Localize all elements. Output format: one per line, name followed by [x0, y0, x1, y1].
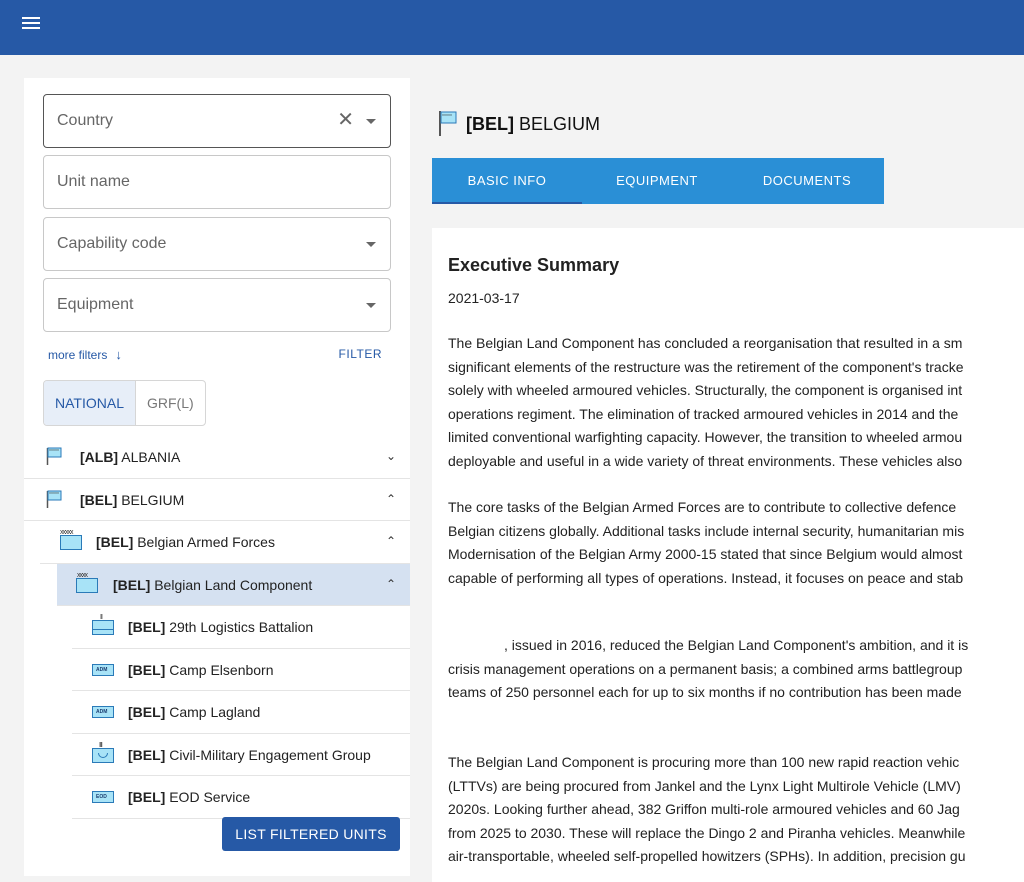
equipment-select[interactable] [43, 278, 391, 332]
toggle-national[interactable]: NATIONAL [44, 381, 136, 425]
unit-name-input[interactable] [43, 155, 391, 209]
unit-name-placeholder: Unit name [57, 173, 130, 190]
filter-button[interactable]: FILTER [338, 347, 382, 361]
unit-name: Belgian Armed Forces [137, 534, 275, 550]
country-name: ALBANIA [121, 449, 181, 465]
unit-tree [24, 436, 410, 819]
tree-item-belgian-land-component[interactable]: xxxx [BEL] Belgian Land Component ⌃ [57, 564, 410, 607]
section-heading: Executive Summary [448, 255, 620, 275]
logistics-unit-icon [92, 620, 114, 635]
unit-code: [BEL] [128, 619, 166, 635]
unit-name: Belgian Land Component [154, 576, 313, 593]
more-filters-link[interactable] [48, 347, 122, 362]
capability-code-select[interactable] [43, 217, 391, 271]
country-code: [BEL] [80, 491, 118, 508]
caret-down-icon[interactable] [366, 119, 376, 124]
title-code: [BEL] [466, 114, 514, 134]
tree-item-civil-military-engagement-group[interactable]: III [BEL] Civil-Military Engagement Group [72, 734, 410, 777]
scope-toggle [43, 380, 206, 426]
tab-bar [432, 158, 884, 204]
unit-symbol-icon [60, 535, 82, 550]
unit-code: [BEL] [128, 789, 166, 805]
top-app-bar [0, 0, 1024, 55]
basic-info-content [432, 228, 1024, 882]
cimic-unit-icon [92, 748, 114, 763]
unit-code: [BEL] [128, 661, 166, 678]
admin-unit-icon: ADM [92, 664, 114, 676]
chevron-up-icon[interactable]: ⌃ [385, 576, 396, 591]
chevron-down-icon[interactable]: ⌄ [385, 449, 396, 463]
chevron-up-icon[interactable]: ⌃ [385, 491, 396, 506]
caret-down-icon[interactable] [366, 242, 376, 247]
filter-sidebar [24, 78, 410, 876]
tab-documents[interactable]: DOCUMENTS [762, 173, 852, 188]
equipment-placeholder: Equipment [57, 296, 134, 313]
hamburger-icon[interactable] [22, 16, 42, 32]
unit-code: [BEL] [96, 534, 134, 550]
svg-text:XXXXX: XXXXX [49, 448, 60, 452]
capability-placeholder: Capability code [57, 235, 167, 252]
unit-code: [BEL] [128, 746, 166, 763]
tree-item-belgian-armed-forces[interactable]: xxxxx [BEL] Belgian Armed Forces ⌃ [40, 521, 410, 564]
unit-name: EOD Service [169, 789, 251, 805]
svg-text:XXXXX: XXXXX [49, 490, 60, 495]
toggle-grfl[interactable]: GRF(L) [146, 395, 194, 411]
tree-item-camp-lagland[interactable] [72, 691, 410, 734]
tree-item-eod-service[interactable] [72, 776, 410, 819]
tree-item-albania[interactable] [24, 436, 410, 479]
chevron-up-icon[interactable]: ⌃ [385, 534, 396, 548]
paragraph-1: The Belgian Land Component has concluded a reorganisation that resulted in a sm significant elements of the restructure was the retirement of the component's tracke solely with wheeled armoured vehicles. Structurally, the component is organised int operations regiment. The elimination of tracked armoured vehicles in 2014 and the limited conventional warfighting capacity. However, the transition to wheeled armou deployable and useful in a wide variety of threat environments. These vehicles also [448, 335, 964, 469]
paragraph-4: The Belgian Land Component is procuring more than 100 new rapid reaction vehic (LTTVs) are being procured from Jankel and the Lynx Light Multirole Vehicle (LMV) 2020s. Looking further ahead, 382 Griffon multi-role armoured vehicles and 60 Jag from 2025 to 2030. These will replace the Dingo 2 and Piranha vehicles. Meanwhile air-transportable, wheeled self-propelled howitzers (SPHs). In addition, precision gu [448, 754, 966, 864]
unit-name: Civil-Military Engagement Group [169, 746, 371, 763]
paragraph-2: The core tasks of the Belgian Armed Forces are to contribute to collective defence Belgian citizens globally. Additional tasks include internal security, humanitarian mis Modernisation of the Belgian Army 2000-15 stated that since Belgium would almost capable of performing all types of operations. Instead, it focuses on peace and stab [448, 499, 965, 586]
country-code: [ALB] [80, 449, 119, 465]
unit-name: Camp Elsenborn [169, 661, 274, 678]
clear-icon[interactable]: ✕ [337, 109, 354, 131]
title-name: BELGIUM [519, 114, 601, 134]
country-select[interactable] [43, 94, 391, 148]
list-filtered-units-button[interactable]: LIST FILTERED UNITS [222, 817, 400, 851]
arrow-down-icon: ↓ [115, 347, 122, 362]
summary-date: 2021-03-17 [448, 290, 520, 306]
unit-code: [BEL] [113, 576, 151, 593]
tab-basic-info[interactable]: BASIC INFO [432, 158, 582, 204]
country-name: BELGIUM [121, 491, 185, 508]
svg-text:XXXXX: XXXXX [442, 113, 453, 117]
page-title [466, 114, 600, 135]
unit-name: Camp Lagland [169, 704, 261, 720]
paragraph-3: , issued in 2016, reduced the Belgian Land Component's ambition, and it is crisis management operations on a permanent basis; a combined arms battlegroup teams of 250 personnel each for up to six months if no contribution has been made [448, 637, 969, 700]
unit-name: 29th Logistics Battalion [169, 619, 314, 635]
caret-down-icon[interactable] [366, 303, 376, 308]
tree-item-camp-elsenborn[interactable] [72, 649, 410, 692]
flag-icon [46, 490, 62, 508]
country-placeholder: Country [57, 112, 114, 129]
flag-icon [438, 110, 458, 136]
tab-equipment[interactable]: EQUIPMENT [616, 173, 698, 188]
eod-unit-icon: EOD [92, 791, 114, 803]
tree-item-belgium[interactable] [24, 479, 410, 522]
flag-icon [46, 447, 62, 465]
unit-code: [BEL] [128, 704, 166, 720]
main-panel [410, 78, 1024, 876]
admin-unit-icon: ADM [92, 706, 114, 718]
more-filters-label: more filters [48, 348, 108, 362]
unit-symbol-icon [76, 578, 98, 593]
tree-item-29th-logistics-battalion[interactable]: II [BEL] 29th Logistics Battalion [72, 606, 410, 649]
